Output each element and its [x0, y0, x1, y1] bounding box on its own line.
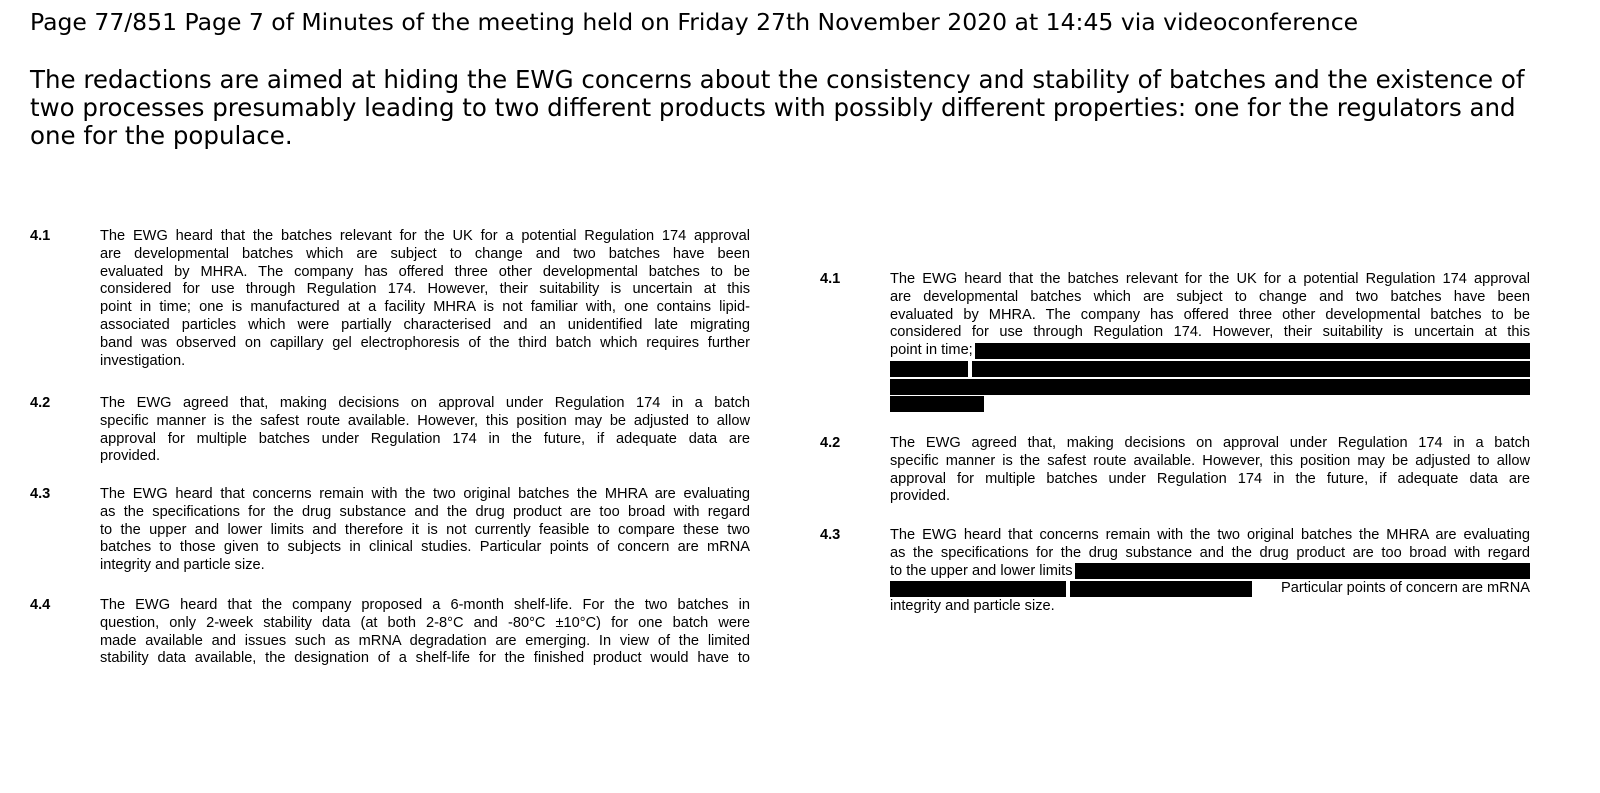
text-line: are developmental batches which are subject to change and two batches have been: [100, 245, 750, 262]
paragraph-number: 4.2: [30, 395, 51, 411]
text-line: specific manner is the safest route available. However, this position may be adjusted to allow: [100, 412, 750, 429]
text-line: [890, 342, 1530, 360]
text-line: batches to those given to subjects in clinical studies. Particular points of concern are mRNA: [100, 539, 750, 556]
text-line: associated particles which were partially characterised and an unidentified late migrating: [100, 316, 750, 333]
paragraph-number: 4.4: [30, 597, 51, 613]
text-line: evaluated by MHRA. The company has offered three other developmental batches to be: [100, 263, 750, 280]
redaction-bar: [975, 343, 1530, 359]
text-line: [890, 378, 1530, 396]
text-line: made available and issues such as mRNA degradation are emerging. In view of the limited: [100, 632, 750, 649]
text-line: provided.: [890, 488, 951, 505]
page-header: Page 77/851 Page 7 of Minutes of the meeting held on Friday 27th November 2020 at 14:45 via videoconference: [30, 8, 1359, 36]
text-line: stability data available, the designation of a shelf-life for the finished product would have to: [100, 650, 750, 667]
text-line: to the upper and lower limits and therefore it is not currently feasible to compare these two: [100, 521, 750, 538]
text-line: The EWG heard that the company proposed a 6-month shelf-life. For the two batches in: [100, 597, 750, 613]
text-line: as the specifications for the drug substance and the drug product are too broad with regard: [890, 544, 1530, 561]
paragraph-number: 4.2: [820, 435, 841, 451]
text-line: [890, 563, 1530, 581]
text-line: provided.: [100, 448, 161, 465]
text-line: The EWG agreed that, making decisions on approval under Regulation 174 in a batch: [890, 435, 1530, 451]
text-line: The EWG agreed that, making decisions on approval under Regulation 174 in a batch: [100, 395, 750, 411]
text-line: considered for use through Regulation 174. However, their suitability is uncertain at this: [890, 324, 1530, 341]
text-fragment: to the upper and lower limits: [890, 562, 1073, 579]
text-line: investigation.: [100, 352, 186, 369]
text-line: The EWG heard that concerns remain with the two original batches the MHRA are evaluating: [100, 486, 750, 502]
text-line: [890, 396, 1530, 414]
paragraph-number: 4.3: [30, 486, 51, 502]
redaction-bar: [890, 581, 1066, 597]
text-line: specific manner is the safest route available. However, this position may be adjusted to allow: [890, 452, 1530, 469]
redaction-bar: [890, 361, 968, 377]
redaction-bar: [1070, 581, 1252, 597]
text-fragment: point in time;: [890, 342, 973, 359]
text-line: [890, 360, 1530, 378]
text-line: integrity and particle size.: [890, 598, 1055, 615]
intro-text: The redactions are aimed at hiding the EWG concerns about the consistency and stability of batches and the existence of two processes presumably leading to two different products with possibly different properties: one for the regulators and one for the populace.: [30, 65, 1525, 150]
redacted-document: [820, 0, 1530, 793]
text-line: integrity and particle size.: [100, 557, 265, 574]
paragraph-number: 4.1: [820, 271, 841, 287]
redaction-bar: [1075, 563, 1530, 579]
redaction-bar: [890, 396, 984, 412]
text-line: are developmental batches which are subject to change and two batches have been: [890, 288, 1530, 305]
redaction-bar: [972, 361, 1530, 377]
text-line: question, only 2-week stability data (at both 2-8°C and -80°C ±10°C) for one batch were: [100, 614, 750, 631]
original-document: [30, 0, 750, 793]
text-line: The EWG heard that the batches relevant for the UK for a potential Regulation 174 approval: [890, 271, 1530, 287]
paragraph-number: 4.1: [30, 228, 51, 244]
text-line: approval for multiple batches under Regulation 174 in the future, if adequate data are: [100, 430, 750, 447]
text-line: [890, 580, 1530, 598]
text-line: The EWG heard that the batches relevant for the UK for a potential Regulation 174 approval: [100, 228, 750, 244]
text-fragment: Particular points of concern are mRNA: [1280, 580, 1530, 597]
paragraph-number: 4.3: [820, 527, 841, 543]
text-line: as the specifications for the drug substance and the drug product are too broad with regard: [100, 503, 750, 520]
text-line: band was observed on capillary gel electrophoresis of the third batch which requires further: [100, 334, 750, 351]
text-line: point in time; one is manufactured at a facility MHRA is not familiar with, one contains lipid-: [100, 299, 750, 316]
text-line: The EWG heard that concerns remain with the two original batches the MHRA are evaluating: [890, 527, 1530, 543]
text-line: evaluated by MHRA. The company has offered three other developmental batches to be: [890, 306, 1530, 323]
redaction-bar: [890, 379, 1530, 395]
text-line: considered for use through Regulation 174. However, their suitability is uncertain at this: [100, 281, 750, 298]
text-line: approval for multiple batches under Regulation 174 in the future, if adequate data are: [890, 470, 1530, 487]
